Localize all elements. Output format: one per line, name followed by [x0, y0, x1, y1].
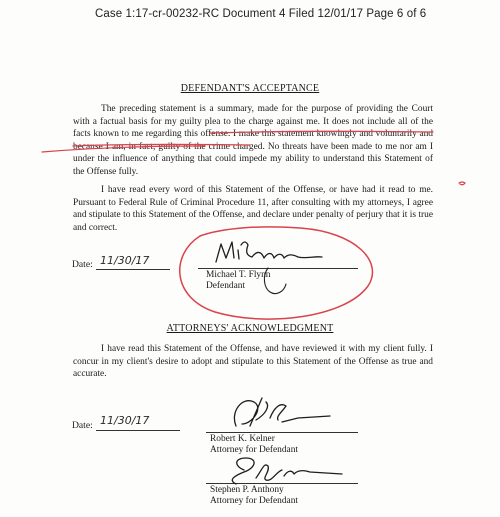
red-sweep-line — [42, 146, 205, 152]
defendant-name: Michael T. Flynn — [206, 270, 271, 280]
defendant-date-label: Date: — [72, 259, 93, 270]
red-underline-2 — [73, 144, 250, 146]
attorneys-date-value: 11/30/17 — [100, 414, 150, 427]
defendants-acceptance-title: DEFENDANT'S ACCEPTANCE — [180, 83, 320, 94]
attorney1-name: Robert K. Kelner — [210, 434, 275, 444]
acceptance-paragraph-1: The preceding statement is a summary, made for the purpose of providing the Court with a factual basis for my guilty plea to the charge against me. It does not include all of the facts known to me regarding this offense. I make this statement knowingly and voluntarily and because I am, in fact, guilty of the crime charged. No threats have been made to me nor am I under the influence of anything that could impede my ability to understand this Statement of the Offense fully. — [73, 104, 433, 177]
attorneys-date-label: Date: — [72, 420, 93, 431]
defendant-role: Defendant — [206, 281, 246, 291]
attorney2-role: Attorney for Defendant — [210, 496, 298, 506]
red-signature-ellipse — [180, 227, 373, 319]
defendant-signature-loop — [264, 268, 286, 294]
defendant-date-value: 11/30/17 — [100, 254, 150, 267]
attorney1-role: Attorney for Defendant — [210, 445, 298, 455]
defendant-signature-scribble — [216, 242, 322, 262]
attorney2-name: Stephen P. Anthony — [210, 485, 284, 495]
red-margin-mark — [459, 182, 465, 185]
case-header: Case 1:17-cr-00232-RC Document 4 Filed 12/01/17 Page 6 of 6 — [95, 8, 427, 20]
red-underline-1 — [210, 131, 433, 133]
attorneys-acknowledgment-title: ATTORNEYS' ACKNOWLEDGMENT — [166, 323, 334, 334]
acceptance-paragraph-2: I have read every word of this Statement of the Offense, or have had it read to me. Pursuant to Federal Rule of Criminal Procedure 11, after consulting with my attorneys, I agree and stipulate to this Statement of the Offense, and declare under penalty of perjury that it is true and correct. — [73, 185, 433, 233]
attorney2-signature-scribble — [232, 458, 342, 484]
attorneys-paragraph: I have read this Statement of the Offense, and have reviewed it with my client fully. I concur in my client's desire to adopt and stipulate to this Statement of the Offense as true and accurate. — [73, 344, 433, 380]
attorney1-signature-scribble — [234, 398, 330, 426]
